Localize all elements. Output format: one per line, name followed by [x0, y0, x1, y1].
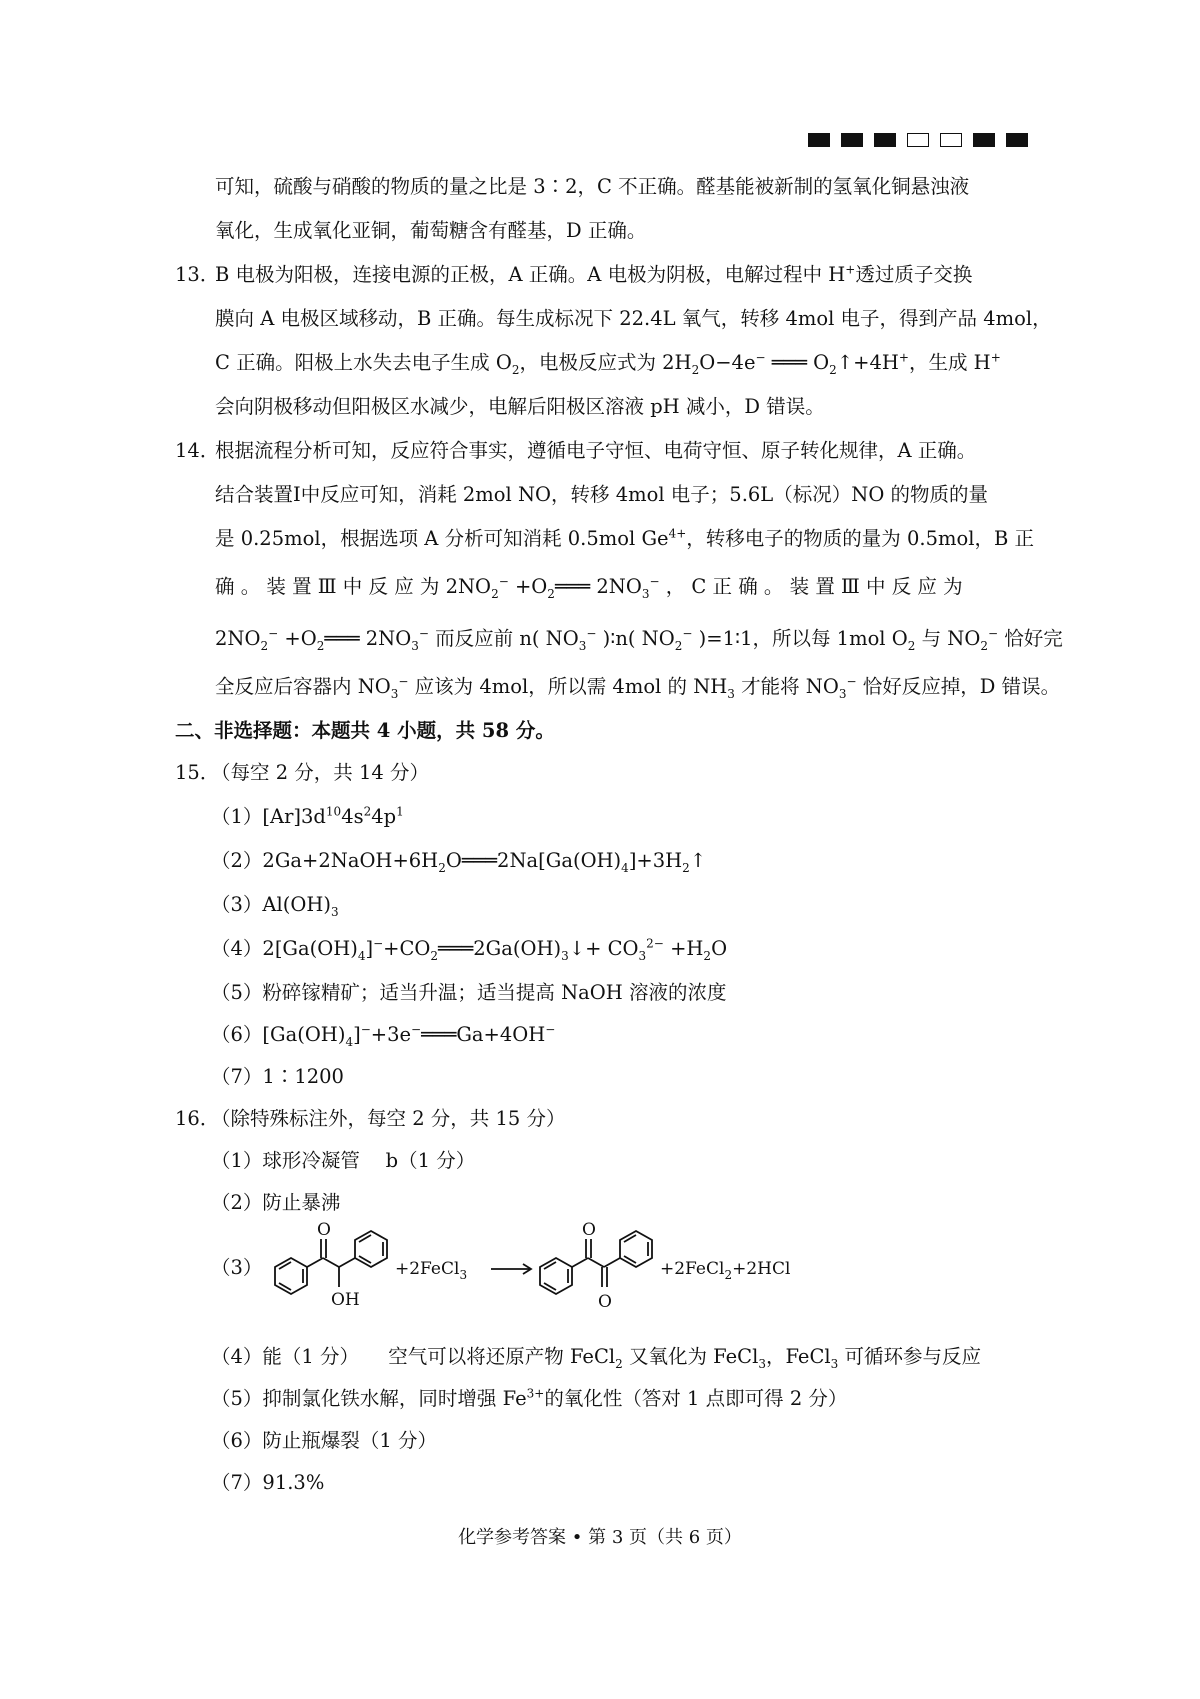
- q14-line-5: $2NO_2^-$ $+O_2═══$ $2NO_3^-$ 而反应前 n( $NO_3^-$ )∶n( $NO_2^-$ )=1∶1，所以每 1mol $O_2$ 与 $NO_2^-$ 恰好完: [215, 626, 1063, 653]
- q12-line-2: 氧化，生成氧化亚铜，葡萄糖含有醛基，D 正确。: [215, 219, 647, 242]
- header-mark: [973, 133, 995, 147]
- q16-answer-4: （4）能（1 分） 空气可以将还原产物 FeCl$_2$ 又氧化为 FeCl$_3$，FeCl$_3$ 可循环参与反应: [211, 1345, 981, 1371]
- q14-line-2: 结合装置Ⅰ中反应可知，消耗 2mol NO，转移 4mol 电子；5.6L（标况）NO 的物质的量: [215, 483, 989, 506]
- products-text: +2FeCl$_2$+2HCl: [660, 1259, 791, 1282]
- q15-answer-2: $(2)2Ga+2NaOH+6H_2O═══2Na[Ga(OH)_4]+3H_2↑$: [211, 849, 707, 875]
- q15-number: 15．: [175, 761, 220, 784]
- q13-line-4: 会向阴极移动但阳极区水减少，电解后阳极区溶液 pH 减小，D 错误。: [215, 395, 825, 418]
- q12-line-1: 可知，硫酸与硝酸的物质的量之比是 3∶2，C 不正确。醛基能被新制的氢氧化铜悬浊液: [215, 175, 970, 198]
- q14-line-3: 是 0.25mol，根据选项 A 分析可知消耗 0.5mol $Ge^{4+}$，转移电子的物质的量为 0.5mol，B 正: [215, 526, 1034, 550]
- q16-number: 16．: [175, 1107, 220, 1130]
- header-marks: [808, 133, 1028, 147]
- q15-answer-7: （7）1∶1200: [211, 1065, 344, 1088]
- oxygen-label: O: [598, 1292, 612, 1312]
- q14-line-6: 全反应后容器内 $NO_3^-$ 应该为 4mol，所以需 4mol 的 $NH_3$ 才能将 $NO_3^-$ 恰好反应掉，D 错误。: [215, 674, 1061, 701]
- bond: [572, 1258, 588, 1267]
- header-mark: [874, 133, 896, 147]
- oxygen-label: O: [582, 1220, 596, 1240]
- q16-answer-2: （2）防止暴沸: [211, 1191, 341, 1214]
- reagent-text: +2FeCl$_3$: [395, 1259, 468, 1282]
- q15-answer-4: $(4)2[Ga(OH)_4]^-+CO_2═══2Ga(OH)_3↓+ CO_3^{2-} +H_2O$: [211, 936, 728, 963]
- q13-line-2: 膜向 A 电极区域移动，B 正确。每生成标况下 22.4L 氧气，转移 4mol 电子，得到产品 4mol，: [215, 307, 1052, 330]
- q16-answer-7: （7）91.3%: [211, 1471, 325, 1494]
- bond: [323, 1258, 339, 1267]
- q13-number: 13．: [175, 263, 220, 286]
- q13-line-1: B 电极为阳极，连接电源的正极，A 正确。A 电极为阴极，电解过程中 H+透过质子交换: [215, 262, 973, 286]
- bond: [307, 1258, 323, 1267]
- q14-line-4: 确 。 装 置 Ⅲ 中 反 应 为 $2NO_2^-$ $+O_2═══$ $2NO_3^-$ ， C 正 确 。 装 置 Ⅲ 中 反 应 为: [215, 574, 963, 601]
- header-mark: [1006, 133, 1028, 147]
- q16-header: （除特殊标注外，每空 2 分，共 15 分）: [211, 1107, 566, 1130]
- benzoin-oxidation-equation: [255, 1215, 815, 1315]
- bond: [604, 1258, 620, 1267]
- q15-header: （每空 2 分，共 14 分）: [211, 761, 430, 784]
- q16-answer-3-label: （3）: [211, 1256, 263, 1279]
- bond: [588, 1258, 604, 1267]
- bond: [339, 1258, 355, 1267]
- page-footer: 化学参考答案 • 第 3 页（共 6 页）: [458, 1527, 742, 1548]
- section-2-title: 二、非选择题：本题共 4 小题，共 58 分。: [175, 719, 555, 742]
- q15-answer-1: $(1)[Ar]3d^{10}4s^24p^1$: [211, 804, 404, 828]
- header-mark: [808, 133, 830, 147]
- header-mark: [940, 133, 962, 147]
- q14-line-1: 根据流程分析可知，反应符合事实，遵循电子守恒、电荷守恒、原子转化规律，A 正确。: [215, 439, 977, 462]
- hydroxyl-label: OH: [331, 1290, 360, 1310]
- header-mark: [841, 133, 863, 147]
- q14-number: 14．: [175, 439, 220, 462]
- q16-answer-5: （5）抑制氯化铁水解，同时增强 $Fe^{3+}$的氧化性（答对 1 点即可得 2 分）: [211, 1386, 848, 1410]
- q13-line-3: C 正确。阳极上水失去电子生成 $O_2$，电极反应式为 $2H_2O-4e^-$ ═══ $O_2↑+4H^+$，生成 H+: [215, 350, 1001, 377]
- q16-answer-1: （1）球形冷凝管 b（1 分）: [211, 1149, 476, 1172]
- q15-answer-6: $(6)[Ga(OH)_4]^-+3e^-═══Ga+4OH^-$: [211, 1022, 556, 1049]
- q16-answer-6: （6）防止瓶爆裂（1 分）: [211, 1429, 438, 1452]
- oxygen-label: O: [317, 1220, 331, 1240]
- header-mark: [907, 133, 929, 147]
- q15-answer-5: （5）粉碎镓精矿；适当升温；适当提高 NaOH 溶液的浓度: [211, 981, 727, 1004]
- q15-answer-3: $(3)Al(OH)_3$: [211, 893, 339, 919]
